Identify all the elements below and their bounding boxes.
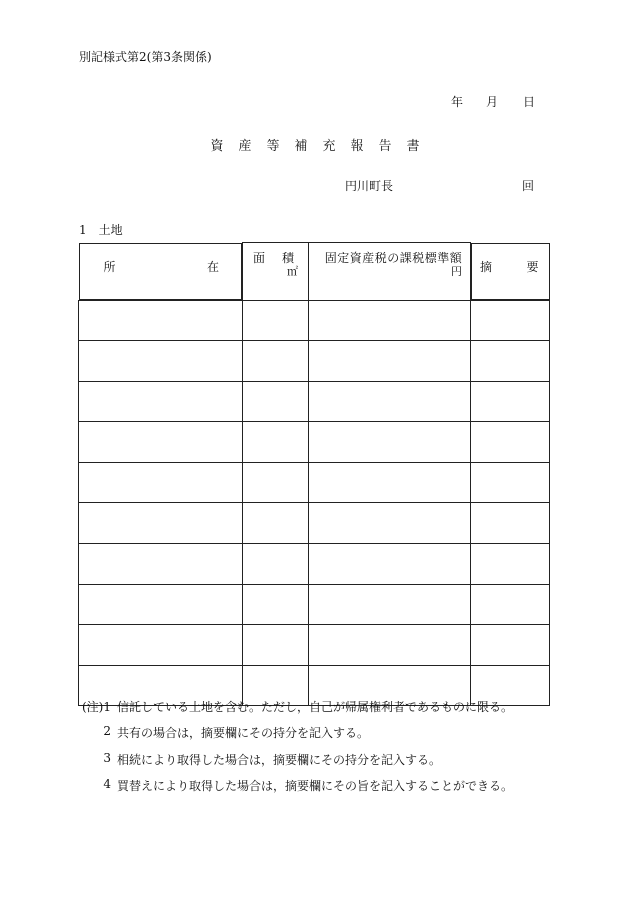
- remarks-cell[interactable]: [471, 381, 550, 422]
- location-cell[interactable]: [79, 584, 243, 625]
- remarks-cell[interactable]: [471, 341, 550, 382]
- table-row: [79, 462, 550, 503]
- note-text: 相続により取得した場合は，摘要欄にその持分を記入する。: [117, 752, 442, 767]
- location-cell[interactable]: [79, 300, 243, 341]
- tax-value-cell[interactable]: [309, 462, 471, 503]
- header-location-right: 在: [206, 259, 219, 274]
- header-area: [243, 243, 309, 301]
- area-cell[interactable]: [243, 584, 309, 625]
- note-item: [79, 777, 513, 803]
- land-table-body: [79, 300, 550, 706]
- area-cell[interactable]: [243, 625, 309, 666]
- header-location: [79, 243, 243, 300]
- notes-section: [79, 698, 513, 803]
- location-cell[interactable]: [79, 422, 243, 463]
- table-header-row: [79, 243, 550, 301]
- note-item: [79, 724, 513, 750]
- table-row: [79, 422, 550, 463]
- area-cell[interactable]: [243, 422, 309, 463]
- note-text: 信託している土地を含む。ただし，自己が帰属権利者であるものに限る。: [117, 700, 514, 714]
- tax-value-cell[interactable]: [309, 503, 471, 544]
- tax-value-cell[interactable]: [309, 422, 471, 463]
- remarks-cell[interactable]: [471, 503, 550, 544]
- location-cell[interactable]: [79, 462, 243, 503]
- location-cell[interactable]: [79, 544, 243, 585]
- note-text: 買替えにより取得した場合は，摘要欄にその旨を記入することができる。: [117, 778, 514, 793]
- tax-value-cell[interactable]: [309, 584, 471, 625]
- location-cell[interactable]: [79, 341, 243, 382]
- remarks-cell[interactable]: [471, 625, 550, 666]
- note-number: 3: [103, 750, 111, 765]
- tax-value-cell[interactable]: [309, 341, 471, 382]
- note-number: 4: [103, 776, 111, 791]
- area-cell[interactable]: [243, 462, 309, 503]
- table-row: [79, 584, 550, 625]
- note-number: 2: [103, 724, 111, 739]
- header-area-right: 積: [281, 251, 294, 265]
- remarks-cell[interactable]: [471, 422, 550, 463]
- header-area-unit: ㎡: [287, 265, 298, 278]
- tax-value-cell[interactable]: [309, 381, 471, 422]
- header-remarks-left: 摘: [480, 259, 493, 274]
- area-cell[interactable]: [243, 341, 309, 382]
- table-row: [79, 544, 550, 585]
- section-heading: 1 土地: [79, 223, 123, 237]
- header-area-left: 面: [253, 251, 266, 265]
- area-cell[interactable]: [243, 503, 309, 544]
- area-cell[interactable]: [243, 544, 309, 585]
- tax-value-cell[interactable]: [309, 544, 471, 585]
- tax-value-cell[interactable]: [309, 625, 471, 666]
- addressee: 円川町長: [345, 179, 394, 193]
- table-row: [79, 300, 550, 341]
- header-tax-value: [309, 243, 471, 301]
- note-item: [79, 698, 513, 724]
- header-tax-value-label: 固定資産税の課税標準額: [324, 251, 463, 265]
- remarks-cell[interactable]: [471, 462, 550, 503]
- location-cell[interactable]: [79, 503, 243, 544]
- table-row: [79, 625, 550, 666]
- header-remarks-right: 要: [526, 259, 539, 274]
- land-table: [78, 242, 550, 706]
- date-day: 日: [523, 95, 536, 109]
- remarks-cell[interactable]: [471, 584, 550, 625]
- remarks-cell[interactable]: [471, 300, 550, 341]
- location-cell[interactable]: [79, 381, 243, 422]
- area-cell[interactable]: [243, 381, 309, 422]
- date-year: 年: [451, 95, 464, 109]
- note-item: [79, 751, 513, 777]
- tax-value-cell[interactable]: [309, 300, 471, 341]
- header-tax-value-unit: 円: [451, 265, 462, 278]
- header-location-left: 所: [103, 259, 116, 274]
- location-cell[interactable]: [79, 625, 243, 666]
- seal-mark: 回: [522, 179, 535, 193]
- document-title: 資産等補充報告書: [210, 139, 435, 154]
- date-month: 月: [486, 95, 499, 109]
- form-number: 別記様式第2(第3条関係): [79, 50, 212, 64]
- header-remarks: [471, 243, 550, 300]
- note-text: 共有の場合は，摘要欄にその持分を記入する。: [117, 726, 370, 741]
- table-row: [79, 341, 550, 382]
- table-row: [79, 381, 550, 422]
- remarks-cell[interactable]: [471, 544, 550, 585]
- table-row: [79, 503, 550, 544]
- area-cell[interactable]: [243, 300, 309, 341]
- note-number: (注)1: [82, 700, 111, 714]
